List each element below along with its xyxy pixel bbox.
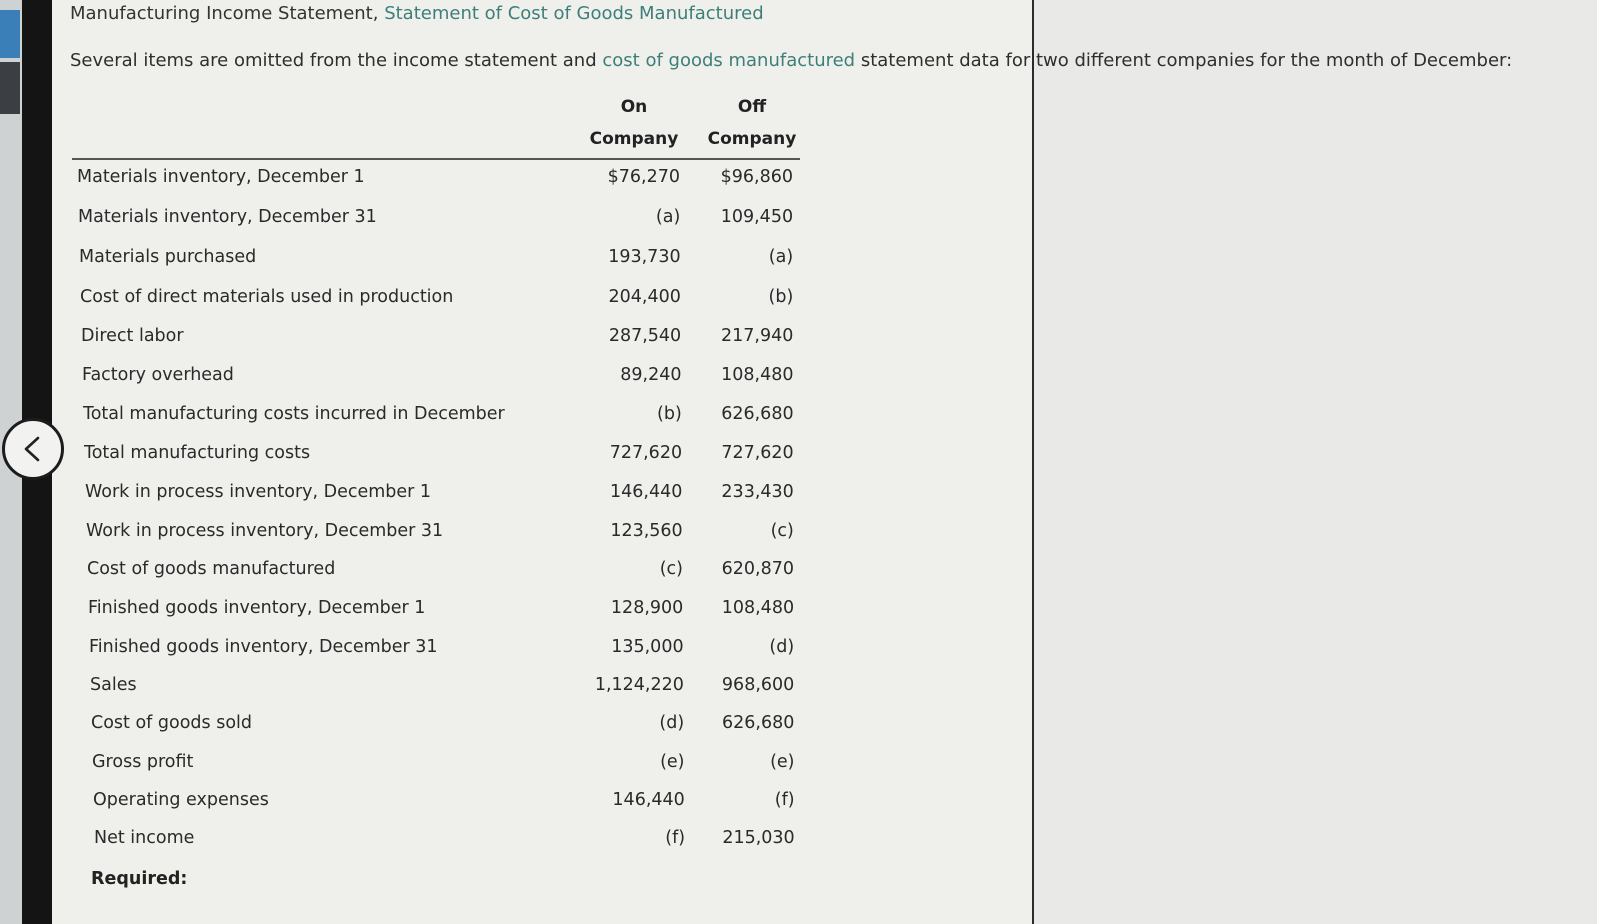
- cogm-glossary-link[interactable]: cost of goods manufactured: [602, 50, 856, 71]
- on-company-value: (e): [660, 752, 685, 772]
- off-company-value: 215,030: [722, 828, 795, 848]
- off-company-value: 727,620: [721, 443, 794, 463]
- problem-intro: [70, 50, 1512, 71]
- row-label: Cost of goods sold: [91, 713, 253, 733]
- intro-text-after: statement data for two different companies for the month of December:: [855, 50, 1513, 71]
- on-company-value: 193,730: [608, 247, 681, 267]
- row-label: Cost of direct materials used in production: [80, 287, 454, 307]
- table-row: [0, 287, 820, 315]
- table-row: [0, 326, 820, 354]
- table-row: [0, 637, 820, 665]
- off-company-value: 626,680: [722, 713, 795, 733]
- row-label: Total manufacturing costs incurred in December: [83, 404, 505, 424]
- table-row: [0, 167, 820, 195]
- right-pane: [1034, 0, 1597, 924]
- on-company-value: (d): [659, 713, 685, 733]
- table-row: [0, 559, 820, 587]
- row-label: Materials inventory, December 31: [78, 207, 377, 227]
- table-row: [0, 675, 820, 703]
- header-on-line2: Company: [589, 129, 679, 149]
- on-company-value: $76,270: [607, 167, 680, 187]
- table-row: [0, 404, 820, 432]
- off-company-value: 109,450: [720, 207, 794, 227]
- off-company-value: 620,870: [721, 559, 794, 579]
- header-on-line1: On: [620, 97, 648, 117]
- off-company-value: 626,680: [721, 404, 794, 424]
- off-company-value: (a): [768, 247, 794, 267]
- on-company-value: 204,400: [608, 287, 681, 307]
- table-row: [0, 752, 820, 780]
- on-company-value: (a): [655, 207, 681, 227]
- row-label: Sales: [90, 675, 137, 695]
- on-company-value: 146,440: [610, 482, 683, 502]
- row-label: Factory overhead: [82, 365, 234, 385]
- off-company-value: (c): [770, 521, 794, 541]
- on-company-value: 135,000: [611, 637, 684, 657]
- required-heading: Required:: [91, 869, 188, 889]
- table-row: [0, 443, 820, 471]
- page-title: [70, 3, 764, 24]
- off-company-value: (d): [769, 637, 795, 657]
- table-row: [0, 207, 820, 235]
- title-link[interactable]: Statement of Cost of Goods Manufactured: [384, 3, 764, 24]
- off-company-value: $96,860: [720, 167, 793, 187]
- row-label: Net income: [94, 828, 195, 848]
- header-off-line1: Off: [737, 97, 767, 117]
- table-row: [0, 790, 820, 818]
- table-row: [0, 247, 820, 275]
- on-company-value: 727,620: [609, 443, 683, 463]
- row-label: Operating expenses: [93, 790, 269, 810]
- row-label: Gross profit: [92, 752, 194, 772]
- table-row: [0, 598, 820, 626]
- off-company-value: (b): [768, 287, 794, 307]
- on-company-value: 146,440: [612, 790, 685, 810]
- row-label: Cost of goods manufactured: [87, 559, 336, 579]
- off-company-value: 968,600: [721, 675, 795, 695]
- browser-tab-active[interactable]: [0, 10, 20, 58]
- table-row: [0, 521, 820, 549]
- table-row: [0, 713, 820, 741]
- on-company-value: (b): [657, 404, 682, 424]
- browser-tab[interactable]: [0, 62, 20, 114]
- on-company-value: 89,240: [620, 365, 682, 385]
- column-header-off-company: [702, 91, 802, 155]
- row-label: Work in process inventory, December 1: [85, 482, 432, 502]
- off-company-value: 217,940: [721, 326, 794, 346]
- table-row: [0, 365, 820, 393]
- off-company-value: (f): [774, 790, 795, 810]
- row-label: Finished goods inventory, December 31: [89, 637, 438, 657]
- on-company-value: (c): [659, 559, 683, 579]
- on-company-value: (f): [665, 828, 686, 848]
- intro-text-before: Several items are omitted from the income statement and: [70, 50, 603, 71]
- off-company-value: (e): [770, 752, 795, 772]
- column-header-on-company: [584, 91, 684, 155]
- table-row: [0, 482, 820, 510]
- header-off-line2: Company: [707, 129, 797, 149]
- table-row: [0, 828, 820, 856]
- row-label: Finished goods inventory, December 1: [88, 598, 426, 618]
- row-label: Direct labor: [81, 326, 184, 346]
- title-text: Manufacturing Income Statement,: [70, 3, 385, 24]
- off-company-value: 108,480: [721, 365, 794, 385]
- off-company-value: 233,430: [721, 482, 794, 502]
- on-company-value: 1,124,220: [594, 675, 684, 695]
- on-company-value: 287,540: [608, 326, 682, 346]
- off-company-value: 108,480: [721, 598, 795, 618]
- header-rule: [72, 158, 800, 160]
- row-label: Total manufacturing costs: [84, 443, 311, 463]
- on-company-value: 128,900: [610, 598, 684, 618]
- on-company-value: 123,560: [610, 521, 683, 541]
- row-label: Materials inventory, December 1: [77, 167, 365, 187]
- row-label: Work in process inventory, December 31: [86, 521, 444, 541]
- row-label: Materials purchased: [79, 247, 257, 267]
